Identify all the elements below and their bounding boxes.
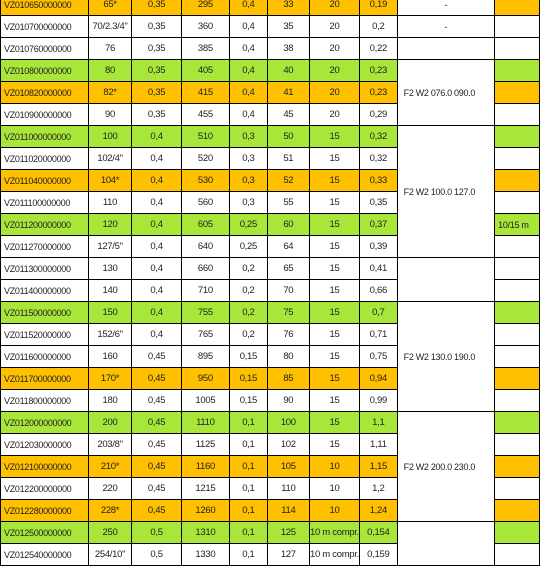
price-cell: 0,99 [359, 390, 397, 412]
ratio-cell: 0,4 [230, 60, 268, 82]
price-cell: 1,24 [359, 500, 397, 522]
table-row [1, 258, 540, 280]
quantity-cell: 20 [310, 0, 360, 16]
product-code-cell: VZ010900000000 [1, 104, 89, 126]
table-row [1, 60, 540, 82]
quantity-cell: 15 [310, 148, 360, 170]
quantity-cell: 15 [310, 214, 360, 236]
quantity-cell: 15 [310, 302, 360, 324]
length-cell: 51 [267, 148, 309, 170]
size-cell: 210* [88, 456, 132, 478]
size-cell: 110 [88, 192, 132, 214]
note-cell [495, 38, 540, 60]
thickness-cell: 0,4 [132, 170, 181, 192]
note-cell [495, 280, 540, 302]
product-code-cell: VZ011600000000 [1, 346, 89, 368]
ratio-cell: 0,15 [230, 368, 268, 390]
note-cell [495, 170, 540, 192]
note-cell [495, 390, 540, 412]
table-row [1, 126, 540, 148]
ratio-cell: 0,4 [230, 0, 268, 16]
size-cell: 180 [88, 390, 132, 412]
ratio-cell: 0,15 [230, 390, 268, 412]
length-cell: 90 [267, 390, 309, 412]
ratio-cell: 0,1 [230, 478, 268, 500]
length-cell: 80 [267, 346, 309, 368]
note-cell [495, 236, 540, 258]
length-cell: 114 [267, 500, 309, 522]
price-cell: 0,22 [359, 38, 397, 60]
price-cell: 0,39 [359, 236, 397, 258]
length-cell: 64 [267, 236, 309, 258]
length-cell: 38 [267, 38, 309, 60]
weight-cell: 1005 [181, 390, 229, 412]
length-cell: 41 [267, 82, 309, 104]
product-code-cell: VZ011270000000 [1, 236, 89, 258]
price-cell: 0,23 [359, 82, 397, 104]
size-cell: 220 [88, 478, 132, 500]
table-row [1, 302, 540, 324]
size-cell: 82* [88, 82, 132, 104]
quantity-cell: 20 [310, 60, 360, 82]
length-cell: 76 [267, 324, 309, 346]
product-code-cell: VZ010700000000 [1, 16, 89, 38]
quantity-cell: 15 [310, 258, 360, 280]
thickness-cell: 0,5 [132, 544, 181, 566]
length-cell: 70 [267, 280, 309, 302]
note-cell [495, 368, 540, 390]
product-code-cell: VZ012030000000 [1, 434, 89, 456]
size-cell: 65* [88, 0, 132, 16]
thickness-cell: 0,4 [132, 236, 181, 258]
length-cell: 75 [267, 302, 309, 324]
quantity-cell: 20 [310, 16, 360, 38]
note-cell [495, 456, 540, 478]
quantity-cell: 15 [310, 346, 360, 368]
table-row [1, 16, 540, 38]
ratio-cell: 0,2 [230, 324, 268, 346]
price-cell: 1,1 [359, 412, 397, 434]
length-cell: 100 [267, 412, 309, 434]
product-code-cell: VZ011500000000 [1, 302, 89, 324]
size-cell: 76 [88, 38, 132, 60]
product-code-cell: VZ011520000000 [1, 324, 89, 346]
note-cell [495, 346, 540, 368]
weight-cell: 385 [181, 38, 229, 60]
ratio-cell: 0,4 [230, 38, 268, 60]
price-cell: 0,2 [359, 16, 397, 38]
note-cell [495, 522, 540, 544]
quantity-cell: 10 [310, 456, 360, 478]
quantity-cell: 10 m compr. [310, 544, 360, 566]
size-cell: 140 [88, 280, 132, 302]
note-cell [495, 302, 540, 324]
weight-cell: 560 [181, 192, 229, 214]
length-cell: 40 [267, 60, 309, 82]
price-cell: 1,2 [359, 478, 397, 500]
product-code-cell: VZ010800000000 [1, 60, 89, 82]
weight-cell: 1125 [181, 434, 229, 456]
thickness-cell: 0,35 [132, 104, 181, 126]
length-cell: 33 [267, 0, 309, 16]
reference-cell [397, 38, 495, 60]
table-row [1, 0, 540, 16]
size-cell: 203/8" [88, 434, 132, 456]
product-code-cell: VZ011040000000 [1, 170, 89, 192]
size-cell: 80 [88, 60, 132, 82]
note-cell [495, 324, 540, 346]
length-cell: 52 [267, 170, 309, 192]
price-cell: 0,35 [359, 192, 397, 214]
weight-cell: 640 [181, 236, 229, 258]
price-cell: 0,71 [359, 324, 397, 346]
note-cell [495, 16, 540, 38]
ratio-cell: 0,4 [230, 16, 268, 38]
weight-cell: 360 [181, 16, 229, 38]
note-cell: 10/15 m [495, 214, 540, 236]
quantity-cell: 15 [310, 280, 360, 302]
note-cell [495, 0, 540, 16]
note-cell [495, 478, 540, 500]
price-cell: 0,37 [359, 214, 397, 236]
weight-cell: 405 [181, 60, 229, 82]
weight-cell: 605 [181, 214, 229, 236]
size-cell: 104* [88, 170, 132, 192]
length-cell: 102 [267, 434, 309, 456]
thickness-cell: 0,4 [132, 126, 181, 148]
length-cell: 125 [267, 522, 309, 544]
thickness-cell: 0,45 [132, 368, 181, 390]
length-cell: 35 [267, 16, 309, 38]
product-code-cell: VZ011700000000 [1, 368, 89, 390]
note-cell [495, 258, 540, 280]
size-cell: 254/10" [88, 544, 132, 566]
product-code-cell: VZ011000000000 [1, 126, 89, 148]
length-cell: 55 [267, 192, 309, 214]
price-cell: 0,19 [359, 0, 397, 16]
product-code-cell: VZ011100000000 [1, 192, 89, 214]
quantity-cell: 15 [310, 236, 360, 258]
thickness-cell: 0,45 [132, 346, 181, 368]
weight-cell: 510 [181, 126, 229, 148]
ratio-cell: 0,2 [230, 302, 268, 324]
weight-cell: 295 [181, 0, 229, 16]
reference-cell: F2 W2 076.0 090.0 [397, 60, 495, 126]
thickness-cell: 0,4 [132, 258, 181, 280]
size-cell: 70/2.3/4" [88, 16, 132, 38]
thickness-cell: 0,4 [132, 214, 181, 236]
price-cell: 0,94 [359, 368, 397, 390]
note-cell [495, 104, 540, 126]
length-cell: 60 [267, 214, 309, 236]
thickness-cell: 0,35 [132, 82, 181, 104]
size-cell: 90 [88, 104, 132, 126]
quantity-cell: 15 [310, 368, 360, 390]
product-code-cell: VZ012540000000 [1, 544, 89, 566]
quantity-cell: 15 [310, 390, 360, 412]
length-cell: 65 [267, 258, 309, 280]
table-row [1, 38, 540, 60]
weight-cell: 1260 [181, 500, 229, 522]
weight-cell: 1160 [181, 456, 229, 478]
size-cell: 228* [88, 500, 132, 522]
length-cell: 45 [267, 104, 309, 126]
product-code-cell: VZ012000000000 [1, 412, 89, 434]
ratio-cell: 0,3 [230, 126, 268, 148]
length-cell: 127 [267, 544, 309, 566]
product-code-cell: VZ011020000000 [1, 148, 89, 170]
product-code-cell: VZ011200000000 [1, 214, 89, 236]
price-cell: 0,41 [359, 258, 397, 280]
product-code-cell: VZ011800000000 [1, 390, 89, 412]
product-code-cell: VZ012100000000 [1, 456, 89, 478]
size-cell: 127/5" [88, 236, 132, 258]
ratio-cell: 0,2 [230, 258, 268, 280]
weight-cell: 765 [181, 324, 229, 346]
ratio-cell: 0,1 [230, 456, 268, 478]
thickness-cell: 0,45 [132, 390, 181, 412]
quantity-cell: 15 [310, 126, 360, 148]
thickness-cell: 0,4 [132, 302, 181, 324]
table-row [1, 412, 540, 434]
thickness-cell: 0,35 [132, 60, 181, 82]
size-cell: 250 [88, 522, 132, 544]
ratio-cell: 0,25 [230, 214, 268, 236]
quantity-cell: 10 m compr. [310, 522, 360, 544]
weight-cell: 755 [181, 302, 229, 324]
weight-cell: 1215 [181, 478, 229, 500]
ratio-cell: 0,1 [230, 434, 268, 456]
price-cell: 0,33 [359, 170, 397, 192]
size-cell: 100 [88, 126, 132, 148]
ratio-cell: 0,1 [230, 544, 268, 566]
reference-cell: - [397, 16, 495, 38]
product-code-cell: VZ011400000000 [1, 280, 89, 302]
quantity-cell: 15 [310, 192, 360, 214]
weight-cell: 710 [181, 280, 229, 302]
ratio-cell: 0,3 [230, 148, 268, 170]
thickness-cell: 0,35 [132, 38, 181, 60]
product-code-cell: VZ012280000000 [1, 500, 89, 522]
size-cell: 102/4" [88, 148, 132, 170]
ratio-cell: 0,25 [230, 236, 268, 258]
product-code-cell: VZ012200000000 [1, 478, 89, 500]
price-cell: 0,29 [359, 104, 397, 126]
note-cell [495, 60, 540, 82]
ratio-cell: 0,2 [230, 280, 268, 302]
weight-cell: 1330 [181, 544, 229, 566]
weight-cell: 530 [181, 170, 229, 192]
product-code-cell: VZ010820000000 [1, 82, 89, 104]
ratio-cell: 0,3 [230, 170, 268, 192]
reference-cell: F2 W2 200.0 230.0 [397, 412, 495, 522]
thickness-cell: 0,45 [132, 500, 181, 522]
reference-cell: F2 W2 130.0 190.0 [397, 302, 495, 412]
quantity-cell: 15 [310, 170, 360, 192]
thickness-cell: 0,35 [132, 0, 181, 16]
thickness-cell: 0,35 [132, 16, 181, 38]
size-cell: 120 [88, 214, 132, 236]
ratio-cell: 0,1 [230, 412, 268, 434]
quantity-cell: 15 [310, 324, 360, 346]
ratio-cell: 0,1 [230, 500, 268, 522]
ratio-cell: 0,1 [230, 522, 268, 544]
quantity-cell: 15 [310, 434, 360, 456]
note-cell [495, 412, 540, 434]
thickness-cell: 0,45 [132, 456, 181, 478]
quantity-cell: 20 [310, 104, 360, 126]
price-cell: 0,32 [359, 126, 397, 148]
length-cell: 50 [267, 126, 309, 148]
reference-cell [397, 258, 495, 302]
reference-cell [397, 522, 495, 566]
note-cell [495, 192, 540, 214]
length-cell: 85 [267, 368, 309, 390]
size-cell: 150 [88, 302, 132, 324]
weight-cell: 415 [181, 82, 229, 104]
weight-cell: 1310 [181, 522, 229, 544]
size-cell: 200 [88, 412, 132, 434]
quantity-cell: 20 [310, 38, 360, 60]
thickness-cell: 0,4 [132, 192, 181, 214]
price-cell: 0,154 [359, 522, 397, 544]
price-cell: 0,7 [359, 302, 397, 324]
product-code-cell: VZ010760000000 [1, 38, 89, 60]
weight-cell: 950 [181, 368, 229, 390]
size-cell: 152/6" [88, 324, 132, 346]
ratio-cell: 0,15 [230, 346, 268, 368]
size-cell: 170* [88, 368, 132, 390]
note-cell [495, 82, 540, 104]
ratio-cell: 0,4 [230, 82, 268, 104]
quantity-cell: 20 [310, 82, 360, 104]
weight-cell: 895 [181, 346, 229, 368]
weight-cell: 660 [181, 258, 229, 280]
price-cell: 0,66 [359, 280, 397, 302]
thickness-cell: 0,45 [132, 412, 181, 434]
thickness-cell: 0,45 [132, 434, 181, 456]
quantity-cell: 10 [310, 500, 360, 522]
ratio-cell: 0,3 [230, 192, 268, 214]
price-cell: 0,32 [359, 148, 397, 170]
note-cell [495, 126, 540, 148]
thickness-cell: 0,4 [132, 280, 181, 302]
thickness-cell: 0,4 [132, 148, 181, 170]
size-cell: 130 [88, 258, 132, 280]
price-cell: 1,11 [359, 434, 397, 456]
product-code-cell: VZ010650000000 [1, 0, 89, 16]
note-cell [495, 434, 540, 456]
size-cell: 160 [88, 346, 132, 368]
product-code-cell: VZ012500000000 [1, 522, 89, 544]
quantity-cell: 15 [310, 412, 360, 434]
quantity-cell: 10 [310, 478, 360, 500]
thickness-cell: 0,45 [132, 478, 181, 500]
weight-cell: 455 [181, 104, 229, 126]
price-cell: 1,15 [359, 456, 397, 478]
note-cell [495, 544, 540, 566]
thickness-cell: 0,4 [132, 324, 181, 346]
price-cell: 0,75 [359, 346, 397, 368]
note-cell [495, 148, 540, 170]
price-cell: 0,159 [359, 544, 397, 566]
reference-cell: - [397, 0, 495, 16]
length-cell: 110 [267, 478, 309, 500]
product-code-cell: VZ011300000000 [1, 258, 89, 280]
ratio-cell: 0,4 [230, 104, 268, 126]
weight-cell: 520 [181, 148, 229, 170]
note-cell [495, 500, 540, 522]
table-row [1, 522, 540, 544]
weight-cell: 1110 [181, 412, 229, 434]
reference-cell: F2 W2 100.0 127.0 [397, 126, 495, 258]
thickness-cell: 0,5 [132, 522, 181, 544]
price-cell: 0,23 [359, 60, 397, 82]
length-cell: 105 [267, 456, 309, 478]
